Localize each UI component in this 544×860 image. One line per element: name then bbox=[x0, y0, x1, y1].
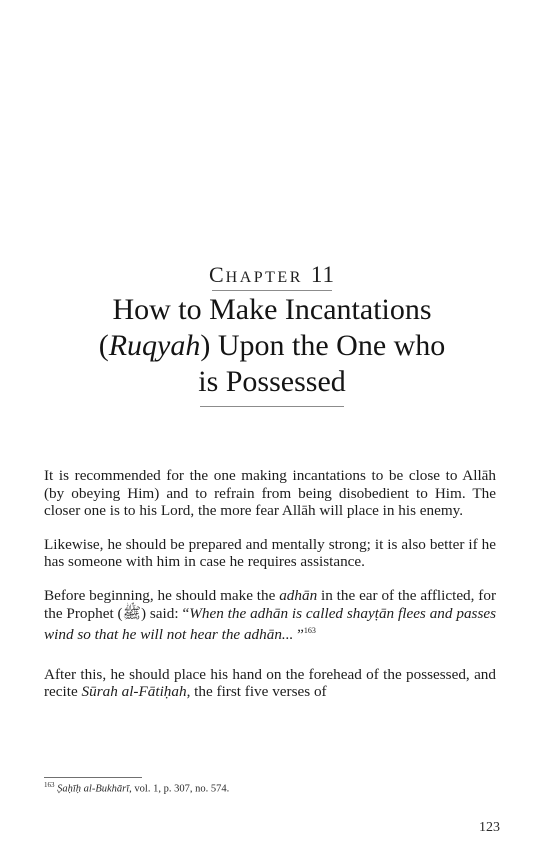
chapter-divider-top bbox=[212, 290, 332, 291]
term-adhan: adhān bbox=[279, 586, 318, 604]
footnote-ref-number: 163 bbox=[44, 781, 55, 789]
chapter-number: 11 bbox=[310, 262, 336, 287]
chapter-title-line-1: How to Make Incantations bbox=[112, 293, 432, 326]
footnote bbox=[44, 781, 229, 795]
page-number: 123 bbox=[479, 820, 500, 835]
paragraph-4-end: , the first five verses of bbox=[186, 683, 327, 701]
chapter-label-initial: C bbox=[208, 262, 226, 287]
paragraph-1: It is recommended for the one making incantations to be close to Allāh (by obeying Him) and to refrain from being disobedient to Him. The closer one is to his Lord, the more fear Allāh will place in his enemy. bbox=[44, 467, 496, 520]
footnote-source: Ṣaḥīḥ al-Bukhārī bbox=[57, 783, 130, 795]
chapter-label-rest: HAPTER bbox=[225, 269, 303, 286]
chapter-title bbox=[40, 292, 504, 400]
paragraph-3-middle: in the ear of the afflicted, for the Prophet (ﷺ) said: “ bbox=[44, 586, 496, 622]
title-line-2-rest: ) Upon the One who bbox=[200, 329, 446, 362]
footnote-details: , vol. 1, p. 307, no. 574. bbox=[129, 783, 230, 795]
quote-close: ” bbox=[293, 626, 304, 644]
title-paren-open: ( bbox=[98, 329, 109, 362]
body-text bbox=[44, 467, 496, 717]
paragraph-3 bbox=[44, 587, 496, 644]
paragraph-3-start: Before beginning, he should make the bbox=[44, 586, 280, 604]
chapter-title-line-3: is Possessed bbox=[198, 365, 346, 398]
hadith-quote: When the adhān is called shayṭān flees and passes wind so that he will not hear the adhān... bbox=[44, 604, 497, 644]
chapter-title-line-2 bbox=[40, 328, 504, 364]
footnote-divider bbox=[44, 777, 142, 778]
surah-name: Sūrah al-Fātiḥah bbox=[81, 683, 187, 701]
paragraph-2: Likewise, he should be prepared and mentally strong; it is also better if he has someone with him in case he requires assistance. bbox=[44, 535, 496, 571]
paragraph-4-start: After this, he should place his hand on the forehead of the possessed, and recite bbox=[44, 665, 496, 701]
chapter-label bbox=[0, 262, 544, 288]
paragraph-4 bbox=[44, 666, 496, 701]
chapter-divider-bottom bbox=[200, 406, 344, 407]
footnote-marker: 163 bbox=[303, 626, 316, 636]
title-ruqyah: Ruqyah bbox=[108, 329, 201, 362]
